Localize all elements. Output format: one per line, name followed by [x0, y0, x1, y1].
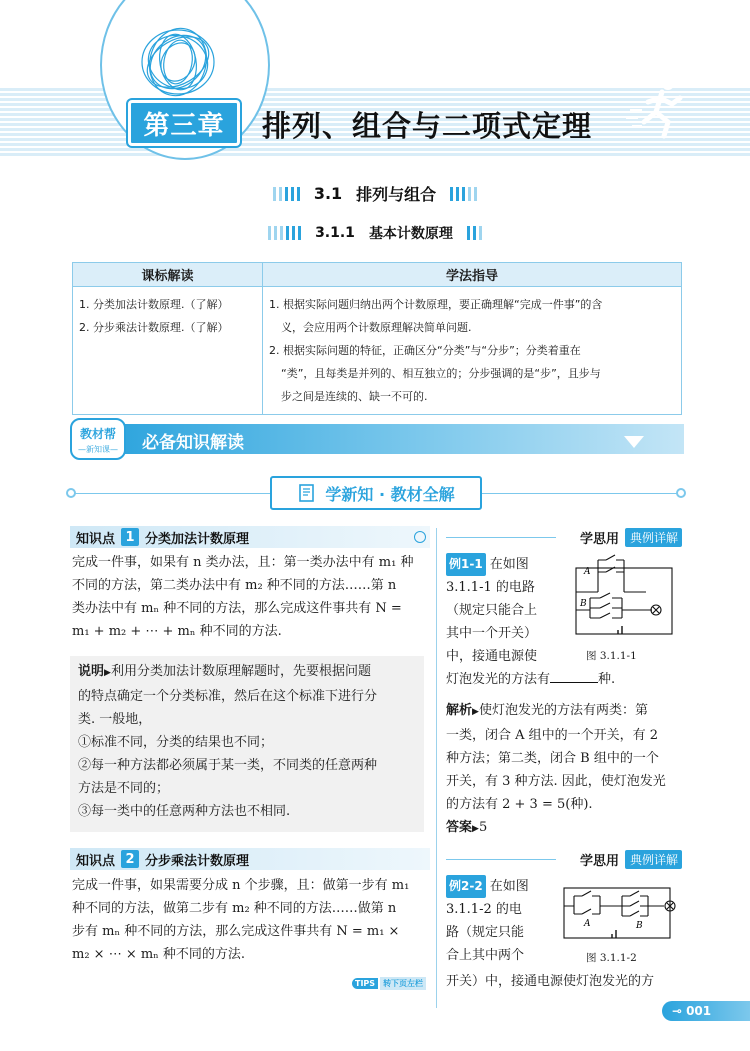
analysis-line: 使灯泡发光的方法有两类：第	[478, 703, 648, 718]
example-2-line: 合上其中两个	[446, 948, 525, 963]
guide-col2-line: “类”，且每类是并列的、相互独立的；分步强调的是“步”，且步与	[281, 367, 601, 380]
xsy-tag: 典例详解	[625, 528, 682, 547]
guide-col1-cell	[73, 287, 263, 415]
kp1-label: 知识点	[76, 531, 116, 547]
kp1-title: 分类加法计数原理	[145, 531, 250, 547]
analysis-label: 解析	[446, 703, 473, 718]
eye-icon	[414, 531, 426, 543]
example-1-badge: 例1-1	[446, 553, 486, 576]
subsection-bars-left	[268, 226, 301, 240]
example-2-line: 3.1.1-2 的电	[446, 902, 522, 917]
kp2-body-line: 种不同的方法，做第二步有 m₂ 种不同的方法……做第 n	[72, 901, 397, 916]
example-2-badge: 例2-2	[446, 875, 486, 898]
example-1-text: 灯泡发光的方法有	[446, 672, 551, 687]
banner-badge-top: 教材帮	[79, 427, 116, 441]
kp1-body	[72, 551, 428, 643]
section-name: 排列与组合	[356, 185, 437, 204]
xsy-label: 学思用	[579, 531, 619, 547]
kp2-body-line: 步有 mₙ 种不同的方法，那么完成这件事共有 N = m₁ ×	[72, 924, 400, 939]
xsy-line	[446, 537, 556, 538]
kp1-number: 1	[121, 528, 139, 546]
kp2-body-line: m₂ × ⋯ × mₙ 种不同的方法.	[72, 947, 246, 962]
example-1-line: （规定只能合上	[446, 603, 538, 618]
example-1-text: 种.	[598, 672, 616, 687]
xsy-line	[446, 859, 556, 860]
xsy-header-2	[560, 848, 682, 870]
xsy-header-1	[560, 526, 682, 548]
knowledge-point-1-header	[70, 526, 430, 548]
xsy-label: 学思用	[579, 853, 619, 869]
kp2-body	[72, 874, 428, 966]
page-number: 001	[686, 1004, 712, 1018]
chapter-header	[0, 0, 750, 170]
subsection-bars-right	[467, 226, 482, 240]
section-bars-right	[450, 187, 477, 201]
notebook-icon	[297, 483, 317, 503]
note-line: 的特点确定一个分类标准，然后在这个标准下进行分	[78, 689, 378, 704]
example-1-line: 其中一个开关）	[446, 626, 538, 641]
guide-col1-item: 2. 分步乘法计数原理.（了解）	[79, 321, 229, 334]
guide-col2-line: 步之间是连续的、缺一不可的.	[281, 390, 428, 403]
guide-col2-line: 义，会应用两个计数原理解决简单问题.	[281, 321, 472, 334]
note-label: 说明	[78, 664, 105, 679]
example-1-intro	[446, 553, 576, 668]
kp1-note: 说明▶利用分类加法计数原理解题时，先要根据问题 的特点确定一个分类标准，然后在这个标准下进行分 类. 一般地， ①标准不同，分类的结果也不同； ②每一种方法都必须属于某一类，不同类的任意两种 方法是不同的； ③每一类中的任意两种方法也不相同.	[70, 656, 424, 832]
banner-badge-bottom: —新知课—	[78, 445, 118, 454]
guide-col2-line: 2. 根据实际问题的特征，正确区分“分类”与“分步”；分类着重在	[269, 344, 581, 357]
section-title	[0, 182, 750, 205]
subsection-title	[0, 223, 750, 243]
circuit-diagram-2	[560, 876, 684, 946]
note-line: 方法是不同的；	[78, 781, 170, 796]
note-line: ③每一类中的任意两种方法也不相同.	[78, 804, 291, 819]
analysis-line: 的方法有 2 + 3 = 5(种).	[446, 797, 593, 812]
example-2-intro	[446, 875, 576, 967]
note-line: ①标准不同，分类的结果也不同；	[78, 735, 274, 750]
example-1-line: 3.1.1-1 的电路	[446, 580, 535, 595]
runner-icon	[622, 70, 702, 140]
learn-dot-right	[676, 488, 686, 498]
kp1-body-line: 完成一件事，如果有 n 类办法，且：第一类办法中有 m₁ 种	[72, 555, 414, 570]
plug-icon: ⊸	[672, 1004, 683, 1018]
kp2-title: 分步乘法计数原理	[145, 853, 250, 869]
kp2-body-line: 完成一件事，如果需要分成 n 个步骤，且：做第一步有 m₁	[72, 878, 410, 893]
kp2-label: 知识点	[76, 853, 116, 869]
kp1-body-line: 不同的方法，第二类办法中有 m₂ 种不同的方法……第 n	[72, 578, 397, 593]
guide-col1-item: 1. 分类加法计数原理.（了解）	[79, 298, 229, 311]
guide-col2-cell	[263, 287, 682, 415]
answer-label: 答案	[446, 820, 473, 835]
kp2-number: 2	[121, 850, 139, 868]
circuit-diagram-1	[572, 552, 684, 642]
chapter-title: 排列、组合与二项式定理	[262, 109, 593, 143]
example-1-line: 中，接通电源使	[446, 649, 538, 664]
example-1-answer-line	[446, 668, 682, 691]
chapter-badge: 第三章	[128, 100, 240, 146]
analysis-line: 开关，有 3 种方法. 因此，使灯泡发光	[446, 774, 666, 789]
subsection-number: 3.1.1	[315, 225, 355, 241]
knowledge-banner	[70, 418, 684, 460]
kp1-body-line: 类办法中有 mₙ 种不同的方法，那么完成这件事共有 N =	[72, 601, 402, 616]
column-divider	[436, 528, 437, 1008]
knowledge-point-2-header	[70, 848, 430, 870]
tips-note	[352, 977, 426, 990]
subsection-name: 基本计数原理	[368, 226, 453, 242]
kp1-body-line: m₁ + m₂ + ⋯ + mₙ 种不同的方法.	[72, 624, 282, 639]
guide-col2-header: 学法指导	[263, 263, 682, 287]
tips-text: 转下页左栏	[380, 977, 426, 990]
guide-col2-line: 1. 根据实际问题归纳出两个计数原理，要正确理解“完成一件事”的含	[269, 298, 603, 311]
banner-title: 必备知识解读	[142, 433, 244, 453]
note-line: 类. 一般地，	[78, 712, 152, 727]
answer-blank	[550, 671, 598, 683]
learn-label-box	[270, 476, 482, 510]
answer-value: 5	[478, 820, 488, 835]
figure-1-caption: 图 3.1.1-1	[586, 650, 637, 662]
banner-badge	[70, 418, 126, 460]
example-1-analysis: 解析▶使灯泡发光的方法有两类：第 一类，闭合 A 组中的一个开关，有 2 种方法；第二类，闭合 B 组中的一个 开关，有 3 种方法. 因此，使灯泡发光 的方法有 2 + 3 = 5(种). 答案▶5	[446, 699, 686, 841]
svg-text:A: A	[584, 567, 591, 577]
example-2-continue: 开关）中，接通电源使灯泡发光的方	[446, 974, 655, 989]
learn-dot-left	[66, 488, 76, 498]
tips-label: TIPS	[352, 978, 378, 989]
learn-label: 学新知 · 教材全解	[325, 484, 455, 504]
guide-table	[72, 262, 682, 415]
section-number: 3.1	[313, 184, 343, 203]
analysis-line: 一类，闭合 A 组中的一个开关，有 2	[446, 728, 659, 743]
guide-col1-header: 课标解读	[73, 263, 263, 287]
figure-2-caption: 图 3.1.1-2	[586, 952, 637, 964]
scribble-ball-icon	[134, 22, 222, 102]
page-number-tab	[662, 1001, 750, 1021]
note-line: 利用分类加法计数原理解题时，先要根据问题	[110, 664, 371, 679]
svg-text:A: A	[584, 919, 591, 929]
xsy-tag: 典例详解	[625, 850, 682, 869]
svg-text:B: B	[580, 599, 587, 609]
example-2-line: 路（规定只能	[446, 925, 525, 940]
note-line: ②每一种方法都必须属于某一类，不同类的任意两种	[78, 758, 378, 773]
section-bars-left	[273, 187, 300, 201]
svg-text:B: B	[636, 921, 643, 931]
banner-notch	[624, 436, 644, 448]
example-2-line: 在如图	[489, 879, 529, 894]
analysis-line: 种方法；第二类，闭合 B 组中的一个	[446, 751, 659, 766]
example-1-line: 在如图	[489, 557, 529, 572]
